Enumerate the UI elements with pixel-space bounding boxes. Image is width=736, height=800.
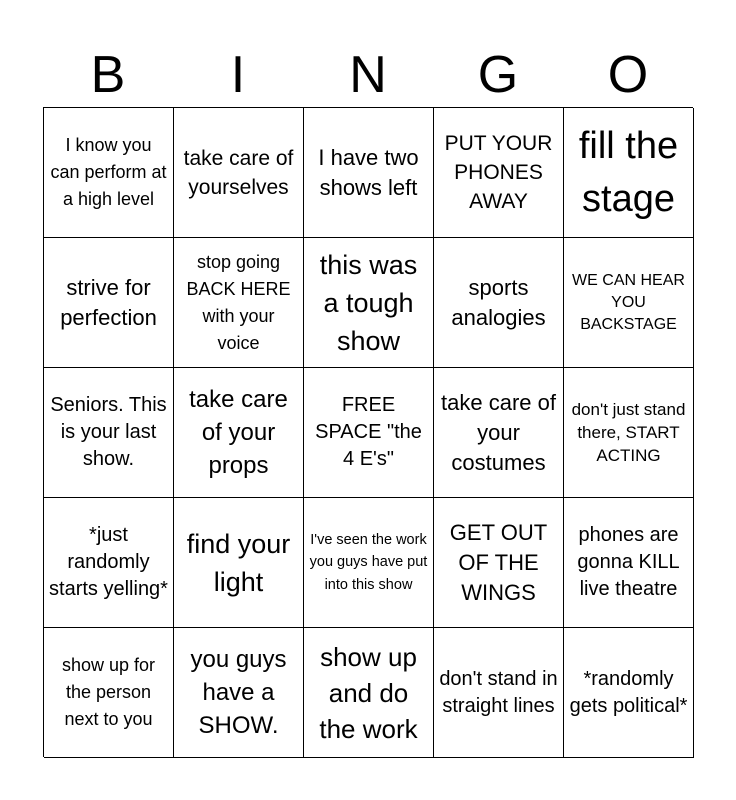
cell-text: sports analogies [451,274,546,330]
bingo-cell-r4c3[interactable] [304,498,434,628]
bingo-cell-r2c1[interactable] [44,238,174,368]
cell-text: show up for the person next to you [61,655,156,729]
header-letter-i: I [230,46,246,104]
bingo-cell-r3c4[interactable] [434,368,564,498]
cell-text: this was a tough show [319,249,418,356]
cell-text: I have two shows left [318,144,419,200]
cell-text: take care of yourselves [183,146,294,199]
bingo-cell-r1c5[interactable] [564,108,694,238]
bingo-cell-r1c4[interactable] [434,108,564,238]
cell-text: I know you can perform at a high level [50,135,167,209]
header-letter-b: B [90,46,126,104]
bingo-cell-r2c5[interactable] [564,238,694,368]
cell-text: take care of your props [189,386,288,479]
header-letter-n: N [349,46,387,104]
bingo-header [43,44,693,106]
bingo-cell-r3c3[interactable] [304,368,434,498]
bingo-cell-r4c5[interactable] [564,498,694,628]
cell-text: *randomly gets political* [569,667,688,717]
bingo-board [43,107,693,757]
cell-text: phones are gonna KILL live theatre [577,524,680,600]
cell-text: GET OUT OF THE WINGS [449,519,548,605]
header-letter-o: O [607,46,649,104]
bingo-cell-r5c1[interactable] [44,628,174,758]
cell-text: strive for perfection [60,274,157,330]
bingo-cell-r5c3[interactable] [304,628,434,758]
bingo-cell-r4c1[interactable] [44,498,174,628]
cell-text: FREE SPACE "the 4 E's" [315,394,422,470]
cell-text: PUT YOUR PHONES AWAY [444,132,553,213]
cell-text: stop going BACK HERE with your voice [186,251,291,353]
cell-text: show up and do the work [319,641,418,744]
bingo-cell-r1c2[interactable] [174,108,304,238]
bingo-cell-r2c3[interactable] [304,238,434,368]
cell-text: don't just stand there, START ACTING [571,400,686,465]
bingo-cell-r3c1[interactable] [44,368,174,498]
cell-text: don't stand in straight lines [439,667,558,717]
bingo-cell-r3c5[interactable] [564,368,694,498]
cell-text: take care of your costumes [441,389,556,475]
bingo-cell-r1c3[interactable] [304,108,434,238]
bingo-cell-r5c2[interactable] [174,628,304,758]
cell-text: WE CAN HEAR YOU BACKSTAGE [572,271,685,333]
cell-text: find your light [186,528,291,597]
cell-text: you guys have a SHOW. [190,646,287,739]
header-letter-g: G [477,46,519,104]
cell-text: Seniors. This is your last show. [50,394,167,470]
bingo-cell-r5c4[interactable] [434,628,564,758]
bingo-cell-r4c2[interactable] [174,498,304,628]
cell-text: I've seen the work you guys have put into this show [309,531,428,593]
cell-text: *just randomly starts yelling* [49,524,168,600]
bingo-cell-r3c2[interactable] [174,368,304,498]
bingo-cell-r1c1[interactable] [44,108,174,238]
bingo-cell-r2c2[interactable] [174,238,304,368]
cell-text: fill the stage [578,124,679,220]
bingo-cell-r4c4[interactable] [434,498,564,628]
bingo-cell-r2c4[interactable] [434,238,564,368]
bingo-cell-r5c5[interactable] [564,628,694,758]
